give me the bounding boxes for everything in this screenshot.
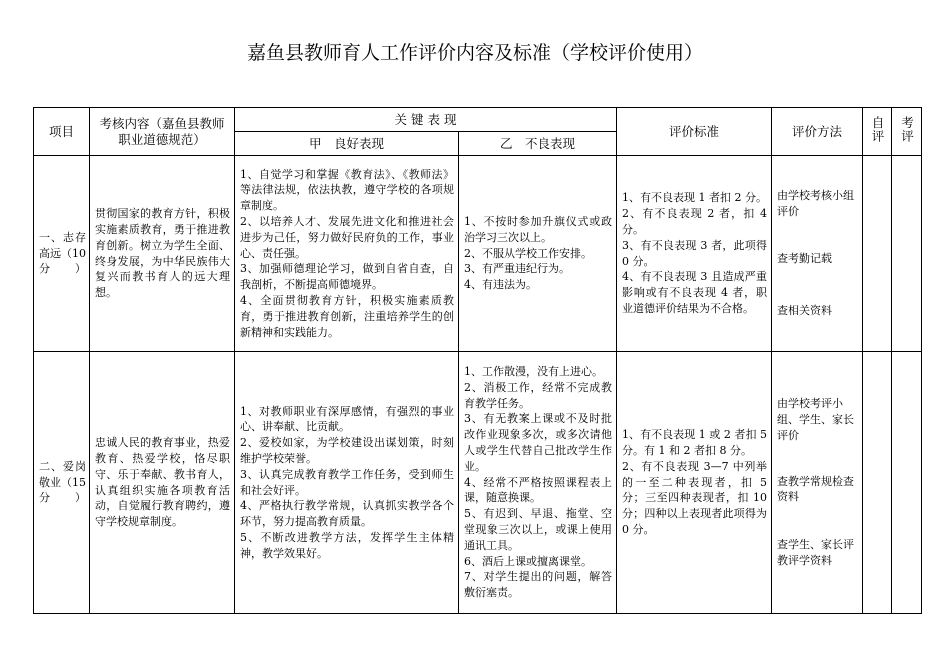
bad-point: 3、有严重违纪行为。	[464, 262, 570, 276]
standard-point: 1、有不良表现 1 或 2 者扣 5 分。有 1 和 2 者扣 8 分。	[622, 428, 768, 457]
standard-point: 4、有不良表现 3 且造成严重影响或有不良表现 4 者，职业道德评价结果为不合格。	[622, 270, 768, 315]
exam-eval-cell[interactable]	[892, 352, 922, 614]
header-row-1	[34, 108, 922, 132]
bad-point: 7、对学生提出的问题，解答敷衍塞责。	[464, 570, 613, 600]
header-exam-eval-text: 考评	[899, 116, 915, 143]
header-item: 项目	[34, 108, 90, 156]
row-standard	[617, 352, 772, 614]
method-point: 查考勤记载	[777, 251, 833, 265]
exam-eval-cell[interactable]	[892, 156, 922, 352]
bad-point: 3、有无教案上课或不及时批改作业现象多次，或多次请他人或学生代替自己批改学生作业。	[464, 412, 613, 473]
page-title: 嘉鱼县教师育人工作评价内容及标准（学校评价使用）	[246, 42, 703, 64]
standard-point: 2、有不良表现 2 者，扣 4 分。	[622, 207, 768, 236]
self-eval-cell[interactable]	[863, 156, 892, 352]
bad-point: 1、不按时参加升旗仪式或政治学习三次以上。	[464, 215, 613, 244]
standard-point: 2、有不良表现 3—7 中列举的一至二种表现者，扣 5 分；三至四种表现者，扣 10 分；四种以上表现者此项得为 0 分。	[622, 459, 768, 536]
good-point: 3、加强师德理论学习，做到自省自查，自我剖析，不断提高师德境界。	[240, 262, 454, 292]
row-bad	[459, 156, 617, 352]
row-content-text: 贯彻国家的教育方针，积极实施素质教育，勇于推进教育创新。树立为学生全面、终身发展，为中华民族伟大复兴而教书育人的远大理想。	[95, 207, 230, 300]
table-row	[34, 352, 922, 614]
method-point: 查相关资料	[777, 304, 833, 318]
header-self-eval-text: 自评	[870, 116, 886, 143]
row-item	[34, 156, 90, 352]
header-bad: 乙 不良表现	[459, 132, 617, 156]
good-point: 1、自觉学习和掌握《教育法》、《教师法》等法律法规，依法执教，遵守学校的各项规章制度。	[240, 167, 454, 213]
method-point: 由学校考核小组评价	[777, 188, 855, 218]
table-row	[34, 156, 922, 352]
row-content	[90, 352, 235, 614]
row-item-text: 一、志存高远（10分）	[39, 230, 86, 276]
row-good	[235, 352, 459, 614]
header-exam-eval	[892, 108, 922, 156]
bad-point: 1、工作散漫，没有上进心。	[464, 365, 603, 379]
standard-point: 1、有不良表现 1 者扣 2 分。	[622, 191, 767, 205]
evaluation-table	[33, 107, 922, 614]
row-item-text: 二、爱岗敬业（15分）	[39, 459, 86, 505]
good-point: 4、全面贯彻教育方针，积极实施素质教育，勇于推进教育创新，注重培养学生的创新精神和实践能力。	[240, 293, 454, 339]
header-good: 甲 良好表现	[235, 132, 459, 156]
header-content: 考核内容（嘉鱼县教师职业道德规范）	[90, 108, 235, 156]
good-point: 1、对教师职业有深厚感情，有强烈的事业心、讲奉献、比贡献。	[240, 404, 454, 434]
standard-point: 3、有不良表现 3 者，此项得 0 分。	[622, 238, 768, 268]
good-point: 5、不断改进教学方法，发挥学生主体精神，教学效果好。	[240, 530, 454, 560]
header-self-eval	[863, 108, 892, 156]
bad-point: 2、消极工作，经常不完成教育教学任务。	[464, 380, 613, 410]
method-point: 由学校考评小组、学生、家长评价	[777, 397, 855, 442]
row-content-text: 忠诚人民的教育事业，热爱教育、热爱学校，恪尽职守、乐于奉献、教书育人，认真组织实施各项教育活动，自觉履行教育聘约，遵守学校规章制度。	[95, 436, 230, 529]
header-standard: 评价标准	[617, 108, 772, 156]
header-method: 评价方法	[772, 108, 863, 156]
row-content	[90, 156, 235, 352]
header-key-performance: 关 键 表 现	[235, 108, 617, 132]
bad-point: 4、有违法为。	[464, 278, 537, 292]
row-item	[34, 352, 90, 614]
good-point: 4、严格执行教学常规，认真抓实教学各个环节，努力提高教育质量。	[240, 499, 454, 529]
row-method	[772, 156, 863, 352]
bad-point: 5、有迟到、早退、拖堂、空堂现象三次以上，或课上使用通讯工具。	[464, 507, 613, 552]
self-eval-cell[interactable]	[863, 352, 892, 614]
row-good	[235, 156, 459, 352]
row-standard	[617, 156, 772, 352]
row-method	[772, 352, 863, 614]
good-point: 3、认真完成教育教学工作任务，受到师生和社会好评。	[240, 467, 454, 497]
method-point: 查学生、家长评教评学资料	[777, 538, 855, 567]
method-point: 查教学常规检查资料	[777, 474, 855, 504]
bad-point: 4、经常不严格按照课程表上课，随意换课。	[464, 475, 613, 505]
row-bad	[459, 352, 617, 614]
bad-point: 2、不服从学校工作安排。	[464, 246, 592, 260]
good-point: 2、爱校如家，为学校建设出谋划策，时刻维护学校荣誉。	[240, 436, 454, 465]
bad-point: 6、酒后上课或擅离课堂。	[464, 554, 592, 568]
good-point: 2、以培养人才、发展先进文化和推进社会进步为己任，努力做好民府负的工作，事业心、责任强。	[240, 215, 454, 260]
